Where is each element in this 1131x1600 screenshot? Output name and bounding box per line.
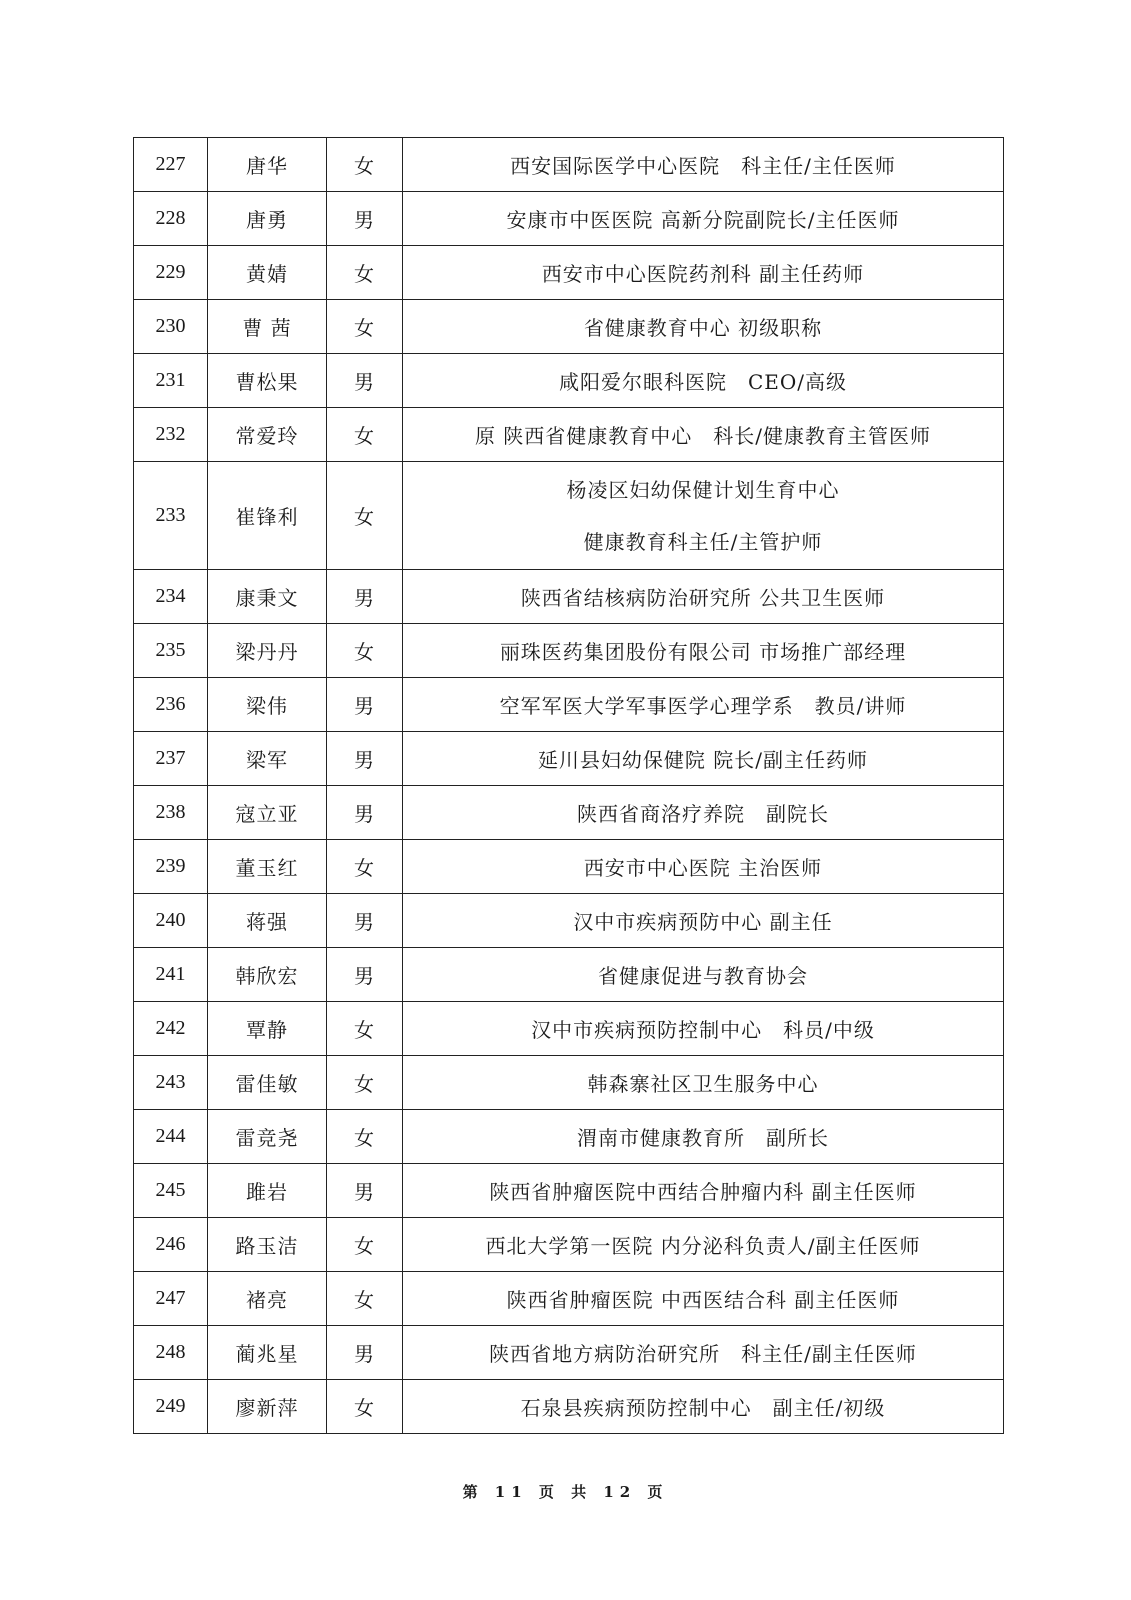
gender-cell: 女 [327, 1056, 403, 1110]
row-number-cell: 235 [134, 624, 208, 678]
unit-title-cell: 陕西省肿瘤医院中西结合肿瘤内科 副主任医师 [403, 1164, 1004, 1218]
table-row [134, 732, 1004, 786]
row-number-cell: 239 [134, 840, 208, 894]
row-number-cell: 244 [134, 1110, 208, 1164]
unit-title-cell: 西北大学第一医院 内分泌科负责人/副主任医师 [403, 1218, 1004, 1272]
table-row [134, 678, 1004, 732]
gender-cell: 男 [327, 354, 403, 408]
gender-cell: 女 [327, 1110, 403, 1164]
gender-cell: 男 [327, 1164, 403, 1218]
unit-title-cell: 省健康教育中心 初级职称 [403, 300, 1004, 354]
gender-cell: 男 [327, 732, 403, 786]
table-row [134, 1380, 1004, 1434]
row-number-cell: 243 [134, 1056, 208, 1110]
name-cell: 唐华 [208, 138, 327, 192]
unit-title-cell: 汉中市疾病预防中心 副主任 [403, 894, 1004, 948]
table-row [134, 1326, 1004, 1380]
table-row [134, 948, 1004, 1002]
gender-cell: 男 [327, 678, 403, 732]
row-number-cell: 242 [134, 1002, 208, 1056]
row-number-cell: 230 [134, 300, 208, 354]
gender-cell: 女 [327, 840, 403, 894]
row-number-cell: 246 [134, 1218, 208, 1272]
unit-title-cell: 西安国际医学中心医院 科主任/主任医师 [403, 138, 1004, 192]
name-cell: 韩欣宏 [208, 948, 327, 1002]
table-row [134, 894, 1004, 948]
gender-cell: 女 [327, 1218, 403, 1272]
table-row [134, 840, 1004, 894]
row-number-cell: 237 [134, 732, 208, 786]
name-cell: 蒋强 [208, 894, 327, 948]
table-row [134, 300, 1004, 354]
unit-title-cell: 韩森寨社区卫生服务中心 [403, 1056, 1004, 1110]
name-cell: 雷佳敏 [208, 1056, 327, 1110]
unit-title-cell: 省健康促进与教育协会 [403, 948, 1004, 1002]
name-cell: 梁伟 [208, 678, 327, 732]
name-cell: 梁丹丹 [208, 624, 327, 678]
roster-body [134, 138, 1004, 1434]
gender-cell: 女 [327, 1380, 403, 1434]
gender-cell: 男 [327, 948, 403, 1002]
row-number-cell: 236 [134, 678, 208, 732]
row-number-cell: 240 [134, 894, 208, 948]
unit-title-cell: 陕西省地方病防治研究所 科主任/副主任医师 [403, 1326, 1004, 1380]
gender-cell: 男 [327, 570, 403, 624]
unit-title-cell: 西安市中心医院 主治医师 [403, 840, 1004, 894]
row-number-cell: 241 [134, 948, 208, 1002]
name-cell: 廖新萍 [208, 1380, 327, 1434]
unit-title-cell: 陕西省商洛疗养院 副院长 [403, 786, 1004, 840]
unit-title-cell: 石泉县疾病预防控制中心 副主任/初级 [403, 1380, 1004, 1434]
unit-title-cell: 陕西省肿瘤医院 中西医结合科 副主任医师 [403, 1272, 1004, 1326]
gender-cell: 女 [327, 624, 403, 678]
name-cell: 雷竞尧 [208, 1110, 327, 1164]
row-number-cell: 232 [134, 408, 208, 462]
gender-cell: 女 [327, 138, 403, 192]
name-cell: 崔锋利 [208, 462, 327, 570]
row-number-cell: 245 [134, 1164, 208, 1218]
row-number-cell: 234 [134, 570, 208, 624]
unit-title-cell: 渭南市健康教育所 副所长 [403, 1110, 1004, 1164]
name-cell: 曹 茜 [208, 300, 327, 354]
gender-cell: 男 [327, 192, 403, 246]
table-row [134, 1218, 1004, 1272]
row-number-cell: 238 [134, 786, 208, 840]
table-row [134, 570, 1004, 624]
unit-title-cell: 空军军医大学军事医学心理学系 教员/讲师 [403, 678, 1004, 732]
gender-cell: 女 [327, 462, 403, 570]
row-number-cell: 249 [134, 1380, 208, 1434]
unit-title-cell: 咸阳爱尔眼科医院 CEO/高级 [403, 354, 1004, 408]
name-cell: 覃静 [208, 1002, 327, 1056]
name-cell: 董玉红 [208, 840, 327, 894]
table-row [134, 1056, 1004, 1110]
unit-title-cell: 陕西省结核病防治研究所 公共卫生医师 [403, 570, 1004, 624]
name-cell: 路玉洁 [208, 1218, 327, 1272]
name-cell: 梁军 [208, 732, 327, 786]
table-row [134, 1110, 1004, 1164]
name-cell: 唐勇 [208, 192, 327, 246]
unit-title-cell: 汉中市疾病预防控制中心 科员/中级 [403, 1002, 1004, 1056]
row-number-cell: 233 [134, 462, 208, 570]
table-row [134, 138, 1004, 192]
unit-title-line: 杨凌区妇幼保健计划生育中心 [566, 477, 840, 502]
name-cell: 康秉文 [208, 570, 327, 624]
unit-title-cell: 西安市中心医院药剂科 副主任药师 [403, 246, 1004, 300]
gender-cell: 男 [327, 894, 403, 948]
row-number-cell: 229 [134, 246, 208, 300]
table-row [134, 1164, 1004, 1218]
unit-title-cell: 安康市中医医院 高新分院副院长/主任医师 [403, 192, 1004, 246]
unit-title-cell: 原 陕西省健康教育中心 科长/健康教育主管医师 [403, 408, 1004, 462]
name-cell: 褚亮 [208, 1272, 327, 1326]
row-number-cell: 227 [134, 138, 208, 192]
unit-title-cell: 丽珠医药集团股份有限公司 市场推广部经理 [403, 624, 1004, 678]
gender-cell: 女 [327, 408, 403, 462]
gender-cell: 男 [327, 786, 403, 840]
name-cell: 曹松果 [208, 354, 327, 408]
table-row [134, 246, 1004, 300]
page-footer: 第 11 页 共 12 页 [462, 1483, 669, 1501]
gender-cell: 女 [327, 246, 403, 300]
row-number-cell: 247 [134, 1272, 208, 1326]
row-number-cell: 228 [134, 192, 208, 246]
table-row [134, 624, 1004, 678]
roster-table [133, 137, 1004, 1434]
row-number-cell: 231 [134, 354, 208, 408]
unit-title-cell: 延川县妇幼保健院 院长/副主任药师 [403, 732, 1004, 786]
table-row [134, 354, 1004, 408]
table-row [134, 1272, 1004, 1326]
name-cell: 常爱玲 [208, 408, 327, 462]
row-number-cell: 248 [134, 1326, 208, 1380]
name-cell: 寇立亚 [208, 786, 327, 840]
table-row [134, 462, 1004, 570]
gender-cell: 女 [327, 1272, 403, 1326]
table-row [134, 1002, 1004, 1056]
name-cell: 黄婧 [208, 246, 327, 300]
table-row [134, 786, 1004, 840]
name-cell: 雎岩 [208, 1164, 327, 1218]
table-row [134, 408, 1004, 462]
name-cell: 蔺兆星 [208, 1326, 327, 1380]
unit-title-cell [403, 462, 1004, 570]
gender-cell: 女 [327, 1002, 403, 1056]
gender-cell: 男 [327, 1326, 403, 1380]
gender-cell: 女 [327, 300, 403, 354]
unit-title-line: 健康教育科主任/主管护师 [583, 529, 823, 554]
table-row [134, 192, 1004, 246]
